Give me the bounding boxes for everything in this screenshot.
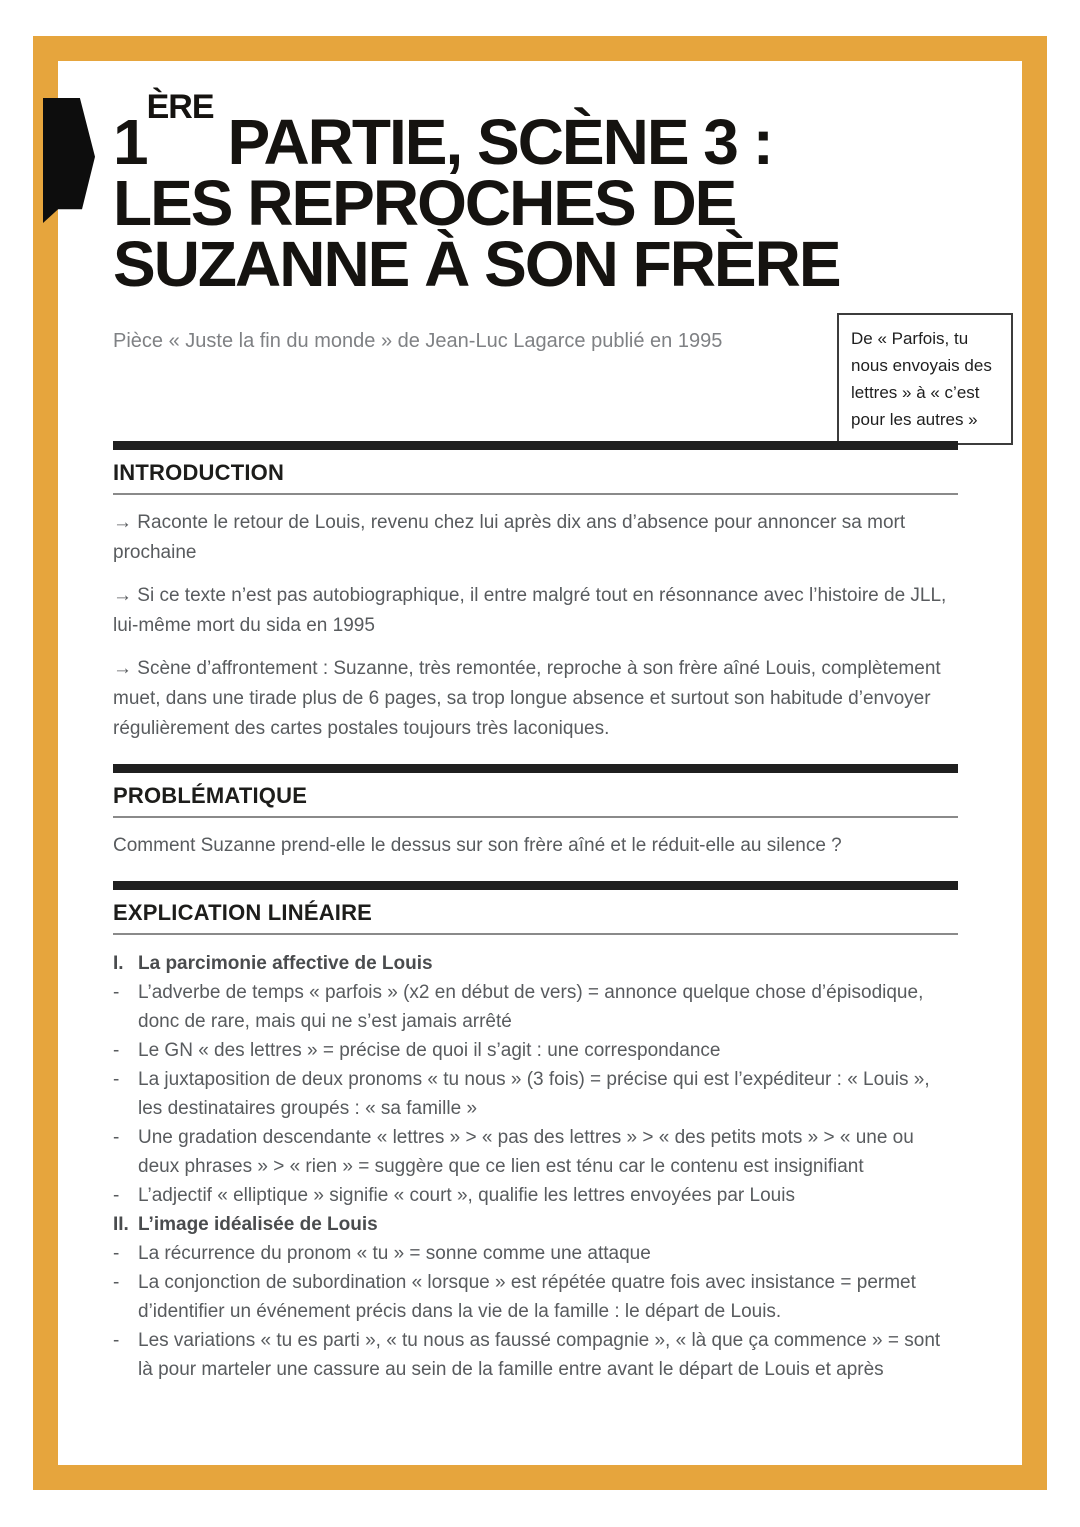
page-title — [113, 87, 958, 300]
outline-item — [113, 1268, 958, 1326]
outline-item — [113, 1123, 958, 1181]
divider-thin — [113, 933, 958, 935]
annotation-text: De « Parfois, tu nous envoyais des lettres » à « c’est pour les autres » — [851, 329, 992, 429]
outline-item — [113, 978, 958, 1036]
divider-thin — [113, 816, 958, 818]
outline-marker: - — [113, 1127, 120, 1148]
outline-text: L’adverbe de temps « parfois » (x2 en début de vers) = annonce quelque chose d’épisodique, donc de rare, mais qui ne s’est jamais arrêté — [138, 982, 924, 1032]
outline-text: L’adjectif « elliptique » signifie « court », qualifie les lettres envoyées par Louis — [138, 1185, 795, 1206]
outline-marker: - — [113, 1185, 120, 1206]
divider-thin — [113, 493, 958, 495]
outline-marker: - — [113, 1069, 120, 1090]
outline-item — [113, 1065, 958, 1123]
problematique-heading: PROBLÉMATIQUE — [113, 783, 308, 808]
intro-paragraph: → Si ce texte n’est pas autobiographique, il entre malgré tout en résonnance avec l’histoire de JLL, lui-même mort du sida en 1995 — [113, 585, 947, 636]
outline-item — [113, 949, 958, 978]
outline-text: Une gradation descendante « lettres » > « pas des lettres » > « des petits mots » > « une ou deux phrases » > « rien » = suggère que ce lien est ténu car le contenu est insignifiant — [138, 1127, 914, 1177]
outline-marker: - — [113, 1272, 120, 1293]
title-line-1 — [113, 87, 958, 178]
divider-thick — [113, 881, 958, 890]
outline-marker: - — [113, 1243, 120, 1264]
outline-marker: I. — [113, 953, 124, 974]
problematique-question: Comment Suzanne prend-elle le dessus sur son frère aîné et le réduit-elle au silence ? — [113, 835, 842, 856]
outline-marker: - — [113, 1040, 120, 1061]
intro-paragraph: → Raconte le retour de Louis, revenu chez lui après dix ans d’absence pour annoncer sa mort prochaine — [113, 512, 906, 563]
outline-text: Les variations « tu es parti », « tu nous as faussé compagnie », « là que ça commence » = sont là pour marteler une cassure au sein de la famille entre avant le départ de Louis et après — [138, 1330, 941, 1380]
page-subtitle: Pièce « Juste la fin du monde » de Jean-Luc Lagarce publié en 1995 — [113, 330, 723, 352]
outline-item — [113, 1210, 958, 1239]
outline-item — [113, 1239, 958, 1268]
outline-text: L’image idéalisée de Louis — [138, 1214, 378, 1235]
outline-text: La juxtaposition de deux pronoms « tu nous » (3 fois) = précise qui est l’expéditeur : « Louis », les destinataires groupés : « sa famille » — [138, 1069, 930, 1119]
section-explication — [113, 881, 958, 1384]
outline-text: La récurrence du pronom « tu » = sonne comme une attaque — [138, 1243, 651, 1264]
explication-outline — [113, 949, 958, 1384]
section-problematique — [113, 764, 958, 861]
title-ordinal: ÈRE — [146, 87, 214, 126]
intro-paragraph: → Scène d’affrontement : Suzanne, très remontée, reproche à son frère aîné Louis, complètement muet, dans une tirade plus de 6 pages, sa trop longue absence et surtout son habitude d’envoyer régulièrement des cartes postales toujours très laconiques. — [113, 658, 941, 739]
outline-text: La parcimonie affective de Louis — [138, 953, 433, 974]
title-number: 1 — [113, 106, 147, 178]
explication-heading: EXPLICATION LINÉAIRE — [113, 900, 373, 925]
outline-marker: - — [113, 1330, 120, 1351]
section-introduction — [113, 441, 958, 744]
title-line-2: LES REPROCHES DE — [113, 167, 736, 239]
outline-marker: II. — [113, 1214, 129, 1235]
outline-text: Le GN « des lettres » = précise de quoi il s’agit : une correspondance — [138, 1040, 721, 1061]
document-content — [113, 87, 958, 1384]
outline-item — [113, 1326, 958, 1384]
outline-item — [113, 1181, 958, 1210]
divider-thick — [113, 441, 958, 450]
outline-text: La conjonction de subordination « lorsque » est répétée quatre fois avec insistance = permet d’identifier un événement précis dans la vie de la famille : le départ de Louis. — [138, 1272, 916, 1322]
outline-item — [113, 1036, 958, 1065]
divider-thick — [113, 764, 958, 773]
title-line-3: SUZANNE À SON FRÈRE — [113, 228, 840, 300]
title-line-1-rest: PARTIE, SCÈNE 3 : — [227, 106, 772, 178]
outline-marker: - — [113, 982, 120, 1003]
introduction-heading: INTRODUCTION — [113, 460, 285, 485]
